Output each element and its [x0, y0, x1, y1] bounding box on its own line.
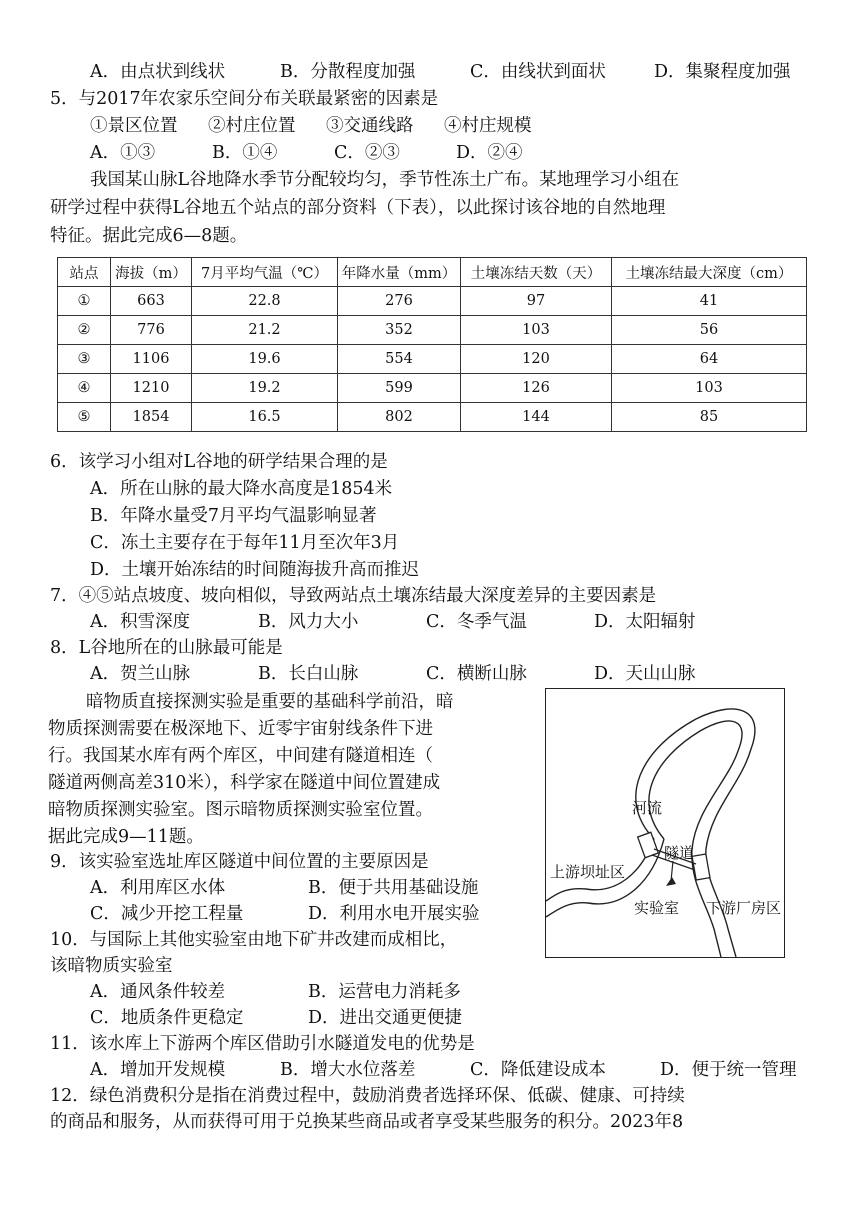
q5-option-a: A．①③ [90, 143, 156, 163]
q8-option-c: C．横断山脉 [426, 664, 527, 684]
q11-options [90, 1058, 797, 1082]
q8-stem: 8．L谷地所在的山脉最可能是 [50, 638, 283, 658]
q11-stem: 11．该水库上下游两个库区借助引水隧道发电的优势是 [50, 1034, 475, 1054]
table-cell: 16.5 [192, 403, 338, 432]
q11-option-d: D．便于统一管理 [660, 1060, 797, 1080]
intro-6-8-line-2: 研学过程中获得L谷地五个站点的部分资料（下表），以此探讨该谷地的自然地理 [50, 198, 666, 218]
q5-options [90, 141, 523, 165]
q10-option-d: D．进出交通更便捷 [308, 1008, 463, 1028]
table-cell: 41 [612, 287, 807, 316]
q4-option-d: D．集聚程度加强 [654, 62, 791, 82]
lab-label: 实验室 [634, 899, 680, 917]
q4-option-c: C．由线状到面状 [470, 62, 606, 82]
q9-option-b: B．便于共用基础设施 [308, 878, 479, 898]
intro-9-11-line-1: 暗物质直接探测实验是重要的基础科学前沿，暗 [86, 692, 454, 712]
table-cell: 802 [338, 403, 461, 432]
table-cell: 21.2 [192, 316, 338, 345]
q5-option-d: D．②④ [456, 143, 523, 163]
q7-option-c: C．冬季气温 [426, 612, 527, 632]
q7-stem: 7．④⑤站点坡度、坡向相似，导致两站点土壤冻结最大深度差异的主要因素是 [50, 586, 657, 606]
q12-line-1: 12．绿色消费积分是指在消费过程中，鼓励消费者选择环保、低碳、健康、可持续 [50, 1086, 685, 1106]
q10-option-b: B．运营电力消耗多 [308, 982, 461, 1002]
table-cell: 1210 [111, 374, 192, 403]
q8-options [90, 662, 696, 686]
table-row [58, 287, 807, 316]
q5-factor-2: ②村庄位置 [208, 116, 296, 136]
river-label: 河流 [632, 799, 663, 817]
col-header-altitude: 海拔（m） [111, 258, 192, 287]
q5-factor-3: ③交通线路 [326, 116, 414, 136]
q11-option-a: A．增加开发规模 [90, 1060, 226, 1080]
table-cell: 19.6 [192, 345, 338, 374]
table-row [58, 345, 807, 374]
q5-factors [90, 114, 532, 138]
q10-stem-line-2: 该暗物质实验室 [50, 956, 173, 976]
q5-option-c: C．②③ [334, 143, 400, 163]
table-cell: ② [58, 316, 111, 345]
q7-option-d: D．太阳辐射 [594, 612, 696, 632]
q10-stem-line-1: 10．与国际上其他实验室由地下矿井改建而成相比， [50, 930, 458, 950]
table-cell: 554 [338, 345, 461, 374]
tunnel-label: 隧道 [664, 844, 695, 862]
table-cell: ③ [58, 345, 111, 374]
q6-option-d: D．土壤开始冻结的时间随海拔升高而推迟 [90, 560, 420, 580]
q11-option-c: C．降低建设成本 [470, 1060, 606, 1080]
q12-line-2: 的商品和服务，从而获得可用于兑换某些商品或者享受某些服务的积分。2023年8 [50, 1112, 684, 1132]
col-header-july-temp: 7月平均气温（℃） [192, 258, 338, 287]
downstream-label: 下游厂房区 [706, 899, 782, 917]
upstream-dam-label: 上游坝址区 [550, 863, 626, 881]
q9-option-a: A．利用库区水体 [90, 878, 226, 898]
table-cell: ① [58, 287, 111, 316]
table-row [58, 316, 807, 345]
table-cell: 22.8 [192, 287, 338, 316]
q7-option-a: A．积雪深度 [90, 612, 191, 632]
table-cell: 599 [338, 374, 461, 403]
q10-option-c: C．地质条件更稳定 [90, 1008, 244, 1028]
table-cell: 126 [461, 374, 612, 403]
q9-option-c: C．减少开挖工程量 [90, 904, 244, 924]
table-cell: 776 [111, 316, 192, 345]
q10-option-a: A．通风条件较差 [90, 982, 226, 1002]
col-header-freeze-days: 土壤冻结天数（天） [461, 258, 612, 287]
table-cell: 103 [612, 374, 807, 403]
q7-options [90, 610, 696, 634]
q6-stem: 6．该学习小组对L谷地的研学结果合理的是 [50, 452, 388, 472]
intro-6-8-line-1: 我国某山脉L谷地降水季节分配较均匀，季节性冻土广布。某地理学习小组在 [90, 170, 680, 190]
q5-stem: 5．与2017年农家乐空间分布关联最紧密的因素是 [50, 89, 439, 109]
q9-stem: 9．该实验室选址库区隧道中间位置的主要原因是 [50, 852, 429, 872]
table-cell: 103 [461, 316, 612, 345]
table-cell: 1854 [111, 403, 192, 432]
table-cell: 85 [612, 403, 807, 432]
q11-option-b: B．增大水位落差 [280, 1060, 416, 1080]
col-header-precipitation: 年降水量（mm） [338, 258, 461, 287]
q6-option-b: B．年降水量受7月平均气温影响显著 [90, 506, 377, 526]
q10-options-row-1 [90, 980, 461, 1004]
q10-options-row-2 [90, 1006, 462, 1030]
q7-option-b: B．风力大小 [258, 612, 359, 632]
intro-9-11-line-2: 物质探测需要在极深地下、近零宇宙射线条件下进 [48, 719, 433, 739]
table-cell: 1106 [111, 345, 192, 374]
table-cell: 64 [612, 345, 807, 374]
q4-options [90, 60, 791, 84]
table-cell: 352 [338, 316, 461, 345]
table-row [58, 403, 807, 432]
q9-options-row-1 [90, 876, 478, 900]
q8-option-a: A．贺兰山脉 [90, 664, 191, 684]
table-header-row [58, 258, 807, 287]
table-cell: 663 [111, 287, 192, 316]
table-cell: ④ [58, 374, 111, 403]
table-cell: 19.2 [192, 374, 338, 403]
table-cell: 120 [461, 345, 612, 374]
table-cell: 144 [461, 403, 612, 432]
q5-option-b: B．①④ [212, 143, 278, 163]
intro-9-11-line-4: 隧道两侧高差310米），科学家在隧道中间位置建成 [48, 773, 441, 793]
q8-option-b: B．长白山脉 [258, 664, 359, 684]
table-row [58, 374, 807, 403]
station-data-table [57, 257, 807, 432]
upstream-dam [638, 832, 659, 857]
lab-location-map [545, 688, 785, 958]
q8-option-d: D．天山山脉 [594, 664, 696, 684]
col-header-station: 站点 [58, 258, 111, 287]
q6-option-a: A．所在山脉的最大降水高度是1854米 [90, 479, 393, 499]
intro-9-11-line-6: 据此完成9—11题。 [48, 827, 204, 847]
table-cell: 56 [612, 316, 807, 345]
table-cell: 276 [338, 287, 461, 316]
q9-options-row-2 [90, 902, 480, 926]
intro-9-11-line-3: 行。我国某水库有两个库区，中间建有隧道相连（ [48, 746, 433, 766]
q4-option-a: A．由点状到线状 [90, 62, 226, 82]
river-inner-bank [649, 721, 742, 957]
intro-6-8-line-3: 特征。据此完成6—8题。 [50, 226, 248, 246]
q5-factor-4: ④村庄规模 [444, 116, 532, 136]
table-cell: 97 [461, 287, 612, 316]
intro-9-11-line-5: 暗物质探测实验室。图示暗物质探测实验室位置。 [48, 800, 433, 820]
table-cell: ⑤ [58, 403, 111, 432]
q4-option-b: B．分散程度加强 [280, 62, 416, 82]
q5-factor-1: ①景区位置 [90, 116, 178, 136]
q9-option-d: D．利用水电开展实验 [308, 904, 480, 924]
col-header-freeze-depth: 土壤冻结最大深度（cm） [612, 258, 807, 287]
q6-option-c: C．冻土主要存在于每年11月至次年3月 [90, 533, 400, 553]
